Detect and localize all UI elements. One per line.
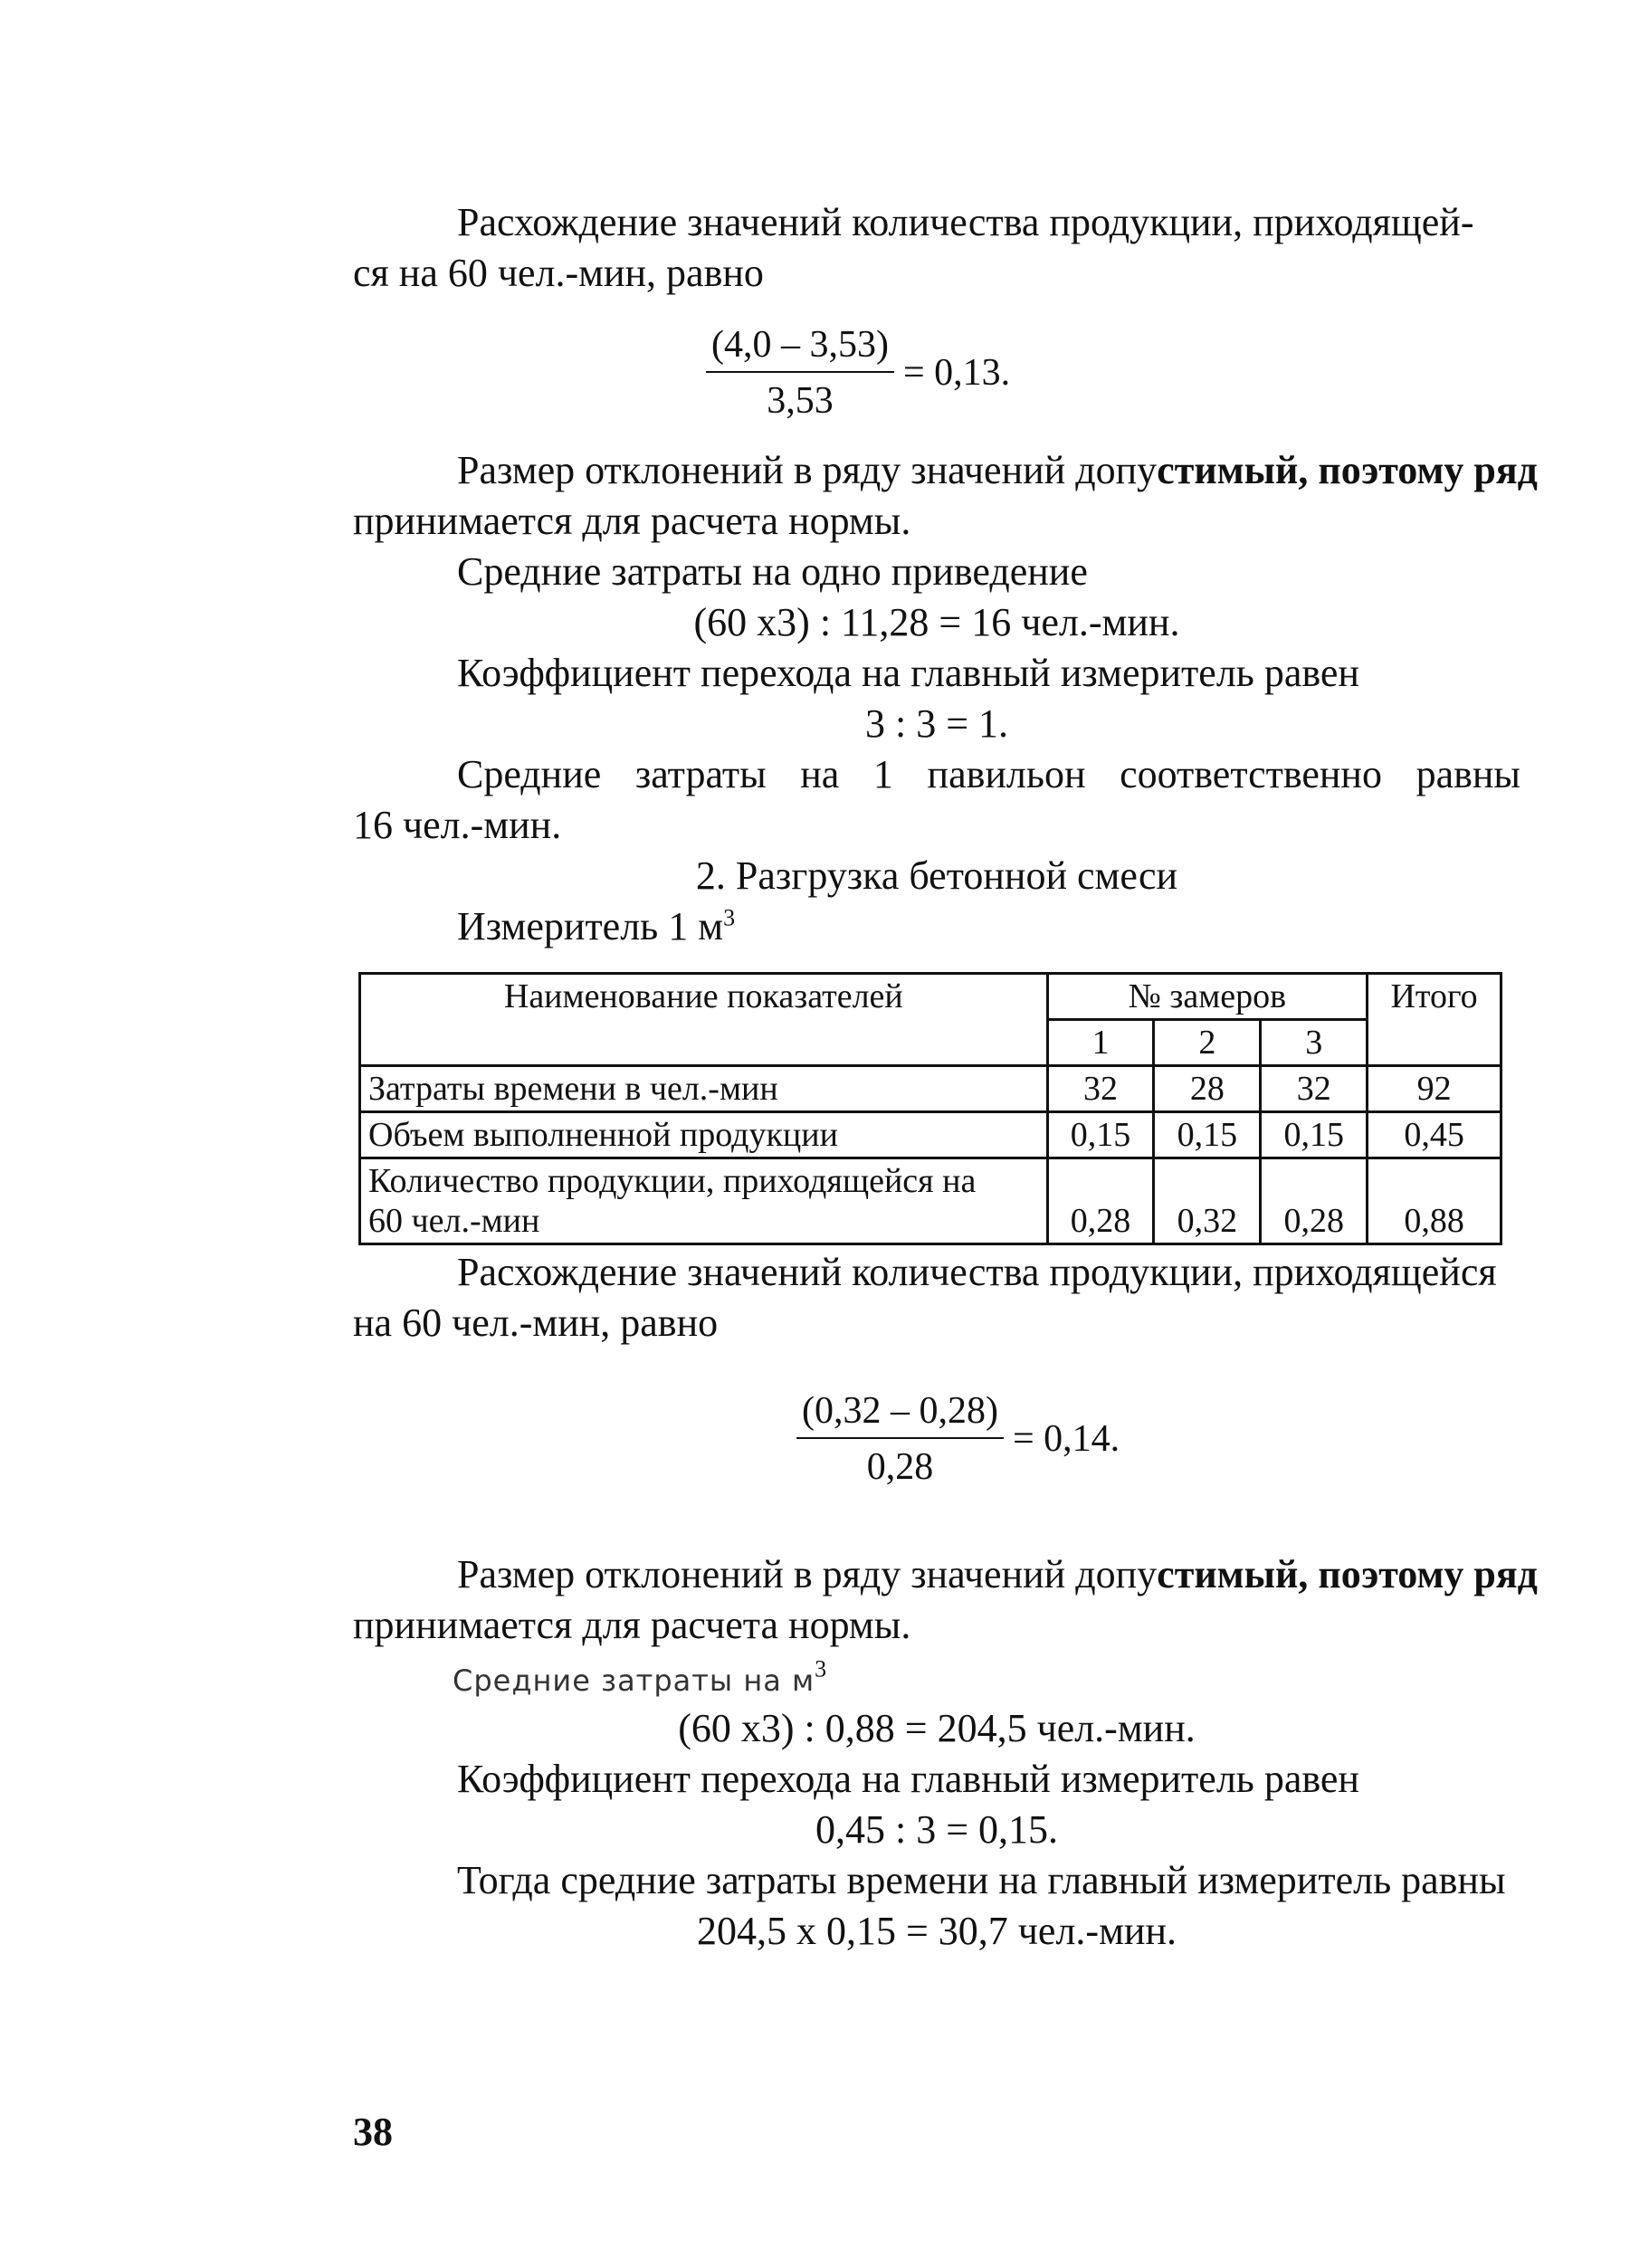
row-label: Затраты времени в чел.-мин (360, 1066, 1048, 1112)
header-name: Наименование показателей (360, 974, 1048, 1066)
cell-total: 0,45 (1368, 1112, 1501, 1158)
formula-1-numerator: (4,0 – 3,53) (706, 322, 894, 373)
paragraph-discrepancy-1-line2: ся на 60 чел.-мин, равно (353, 251, 764, 295)
unit-label-sup: 3 (723, 904, 736, 931)
header-total: Итого (1368, 974, 1501, 1066)
header-group: № замеров (1047, 974, 1368, 1020)
section-title: 2. Разгрузка бетонной смеси (695, 853, 1178, 898)
table-row (360, 1066, 1501, 1112)
final-calc: 204,5 х 0,15 = 30,7 чел.-мин. (696, 1909, 1177, 1953)
subheader-1: 1 (1047, 1020, 1154, 1066)
table-row (360, 1158, 1501, 1244)
formula-1-denominator: 3,53 (767, 380, 834, 422)
table-row (360, 1112, 1501, 1158)
subheader-2: 2 (1154, 1020, 1261, 1066)
formula-2-numerator: (0,32 – 0,28) (796, 1388, 1004, 1439)
paragraph-discrepancy-2-line1: Расхождение значений количества продукции, приходящейся (457, 1250, 1497, 1294)
cell-value: 0,15 (1261, 1112, 1368, 1158)
paragraph-deviation-1-line1 (353, 445, 1538, 496)
final-label: Тогда средние затраты времени на главный измеритель равны (457, 1858, 1506, 1902)
avg-cost-calc: (60 х3) : 11,28 = 16 чел.-мин. (693, 600, 1180, 644)
avg-label-2-text: Средние затраты на м (453, 1663, 815, 1698)
paragraph-deviation-1-line2: принимается для расчета нормы. (353, 499, 911, 543)
row-label: Объем выполненной продукции (360, 1112, 1048, 1158)
cell-value: 0,32 (1154, 1158, 1261, 1244)
avg-label-2 (453, 1653, 1620, 1706)
cell-value: 32 (1047, 1066, 1154, 1112)
avg-label-2-sup: 3 (815, 1655, 827, 1682)
cell-value: 0,28 (1047, 1158, 1154, 1244)
unit-label-text: Измеритель 1 м (457, 904, 724, 948)
coef-calc-2: 0,45 : 3 = 0,15. (815, 1807, 1059, 1852)
coef-label-1: Коэффициент перехода на главный измеритель равен (457, 651, 1359, 695)
result-line2: 16 чел.-мин. (353, 803, 562, 847)
formula-2-denominator: 0,28 (866, 1446, 934, 1488)
paragraph-deviation-2-line1 (353, 1549, 1538, 1600)
unit-label (353, 901, 1520, 952)
deviation-2-text-a: Размер отклонений в ряду значений допу (457, 1552, 1158, 1596)
coef-label-2: Коэффициент перехода на главный измеритель равен (457, 1757, 1359, 1801)
deviation-1-text-a: Размер отклонений в ряду значений допу (457, 448, 1158, 492)
table-header-row (360, 974, 1501, 1020)
cell-value: 0,15 (1154, 1112, 1261, 1158)
paragraph-discrepancy-2-line2: на 60 чел.-мин, равно (353, 1301, 719, 1345)
result-line1: Средние затраты на 1 павильон соответственно равны (457, 752, 1520, 796)
deviation-1-text-b: стимый, поэтому ряд (1157, 448, 1538, 492)
avg-cost-label: Средние затраты на одно приведение (457, 549, 1088, 594)
row-label-line1: Количество продукции, приходящейся на (368, 1162, 977, 1200)
page-number: 38 (353, 2110, 393, 2154)
row-label (360, 1158, 1048, 1244)
formula-2 (796, 1388, 1120, 1490)
formula-1 (706, 322, 1010, 424)
cell-value: 0,28 (1261, 1158, 1368, 1244)
subheader-3: 3 (1261, 1020, 1368, 1066)
paragraph-discrepancy-1-line1: Расхождение значений количества продукции, приходящей- (457, 200, 1474, 244)
cell-value: 0,15 (1047, 1112, 1154, 1158)
cell-value: 28 (1154, 1066, 1261, 1112)
cell-value: 32 (1261, 1066, 1368, 1112)
measurements-table (358, 972, 1502, 1245)
deviation-2-text-b: стимый, поэтому ряд (1157, 1552, 1538, 1596)
formula-1-result: = 0,13. (902, 352, 1011, 394)
paragraph-deviation-2-line2: принимается для расчета нормы. (353, 1603, 911, 1647)
cell-total: 92 (1368, 1066, 1501, 1112)
coef-calc-1: 3 : 3 = 1. (864, 701, 1009, 746)
cell-total: 0,88 (1368, 1158, 1501, 1244)
row-label-line2: 60 чел.-мин (368, 1202, 540, 1240)
formula-2-result: = 0,14. (1012, 1418, 1120, 1460)
avg-calc-2: (60 х3) : 0,88 = 204,5 чел.-мин. (678, 1706, 1196, 1750)
